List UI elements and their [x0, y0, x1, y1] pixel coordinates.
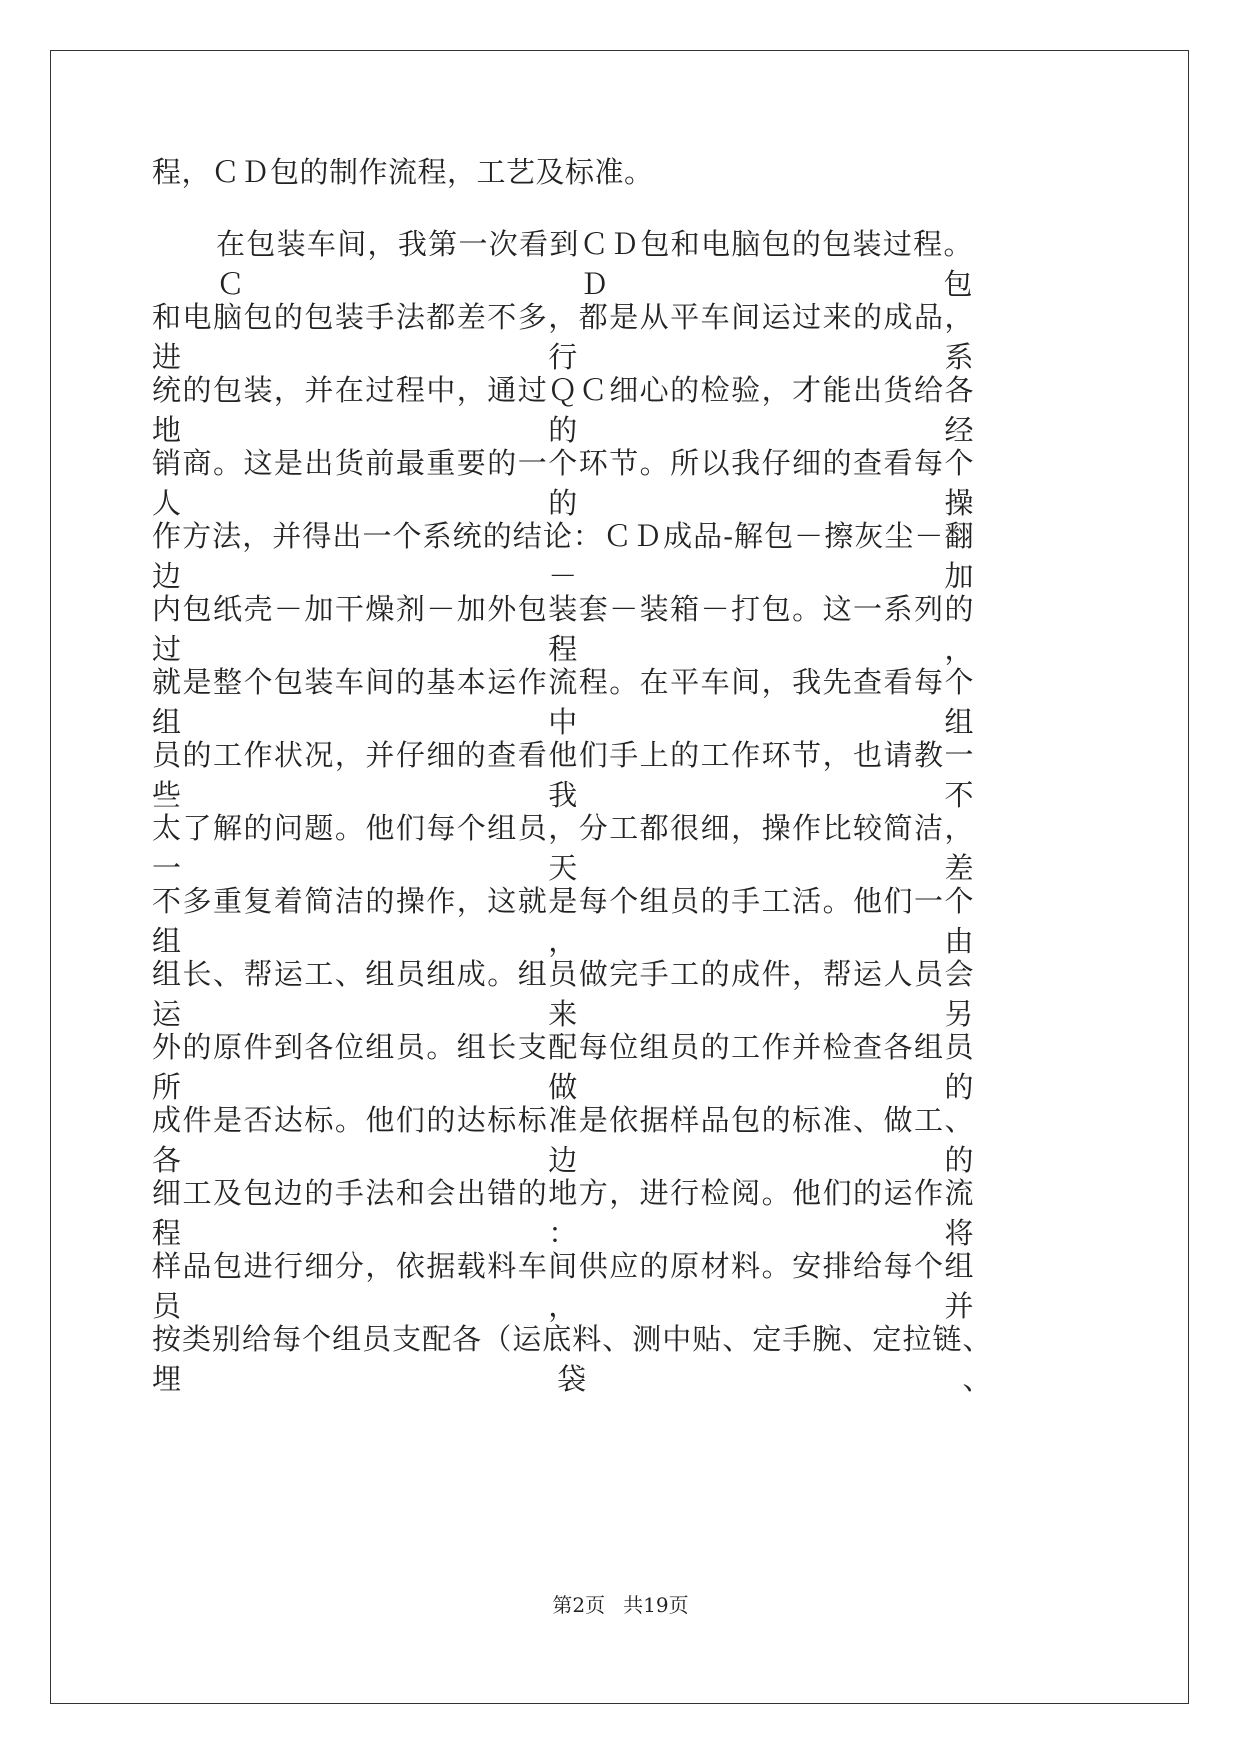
- text-line-16: 样品包进行细分，依据载料车间供应的原材料。安排给每个组员，并: [152, 1249, 974, 1323]
- text-line-9: 员的工作状况，并仔细的查看他们手上的工作环节，也请教一些我不: [152, 738, 974, 812]
- text-line-7: 内包纸壳－加干燥剂－加外包装套－装箱－打包。这一系列的过程，: [152, 592, 974, 666]
- page-footer: [0, 1592, 1241, 1618]
- text-line-14: 成件是否达标。他们的达标标准是依据样品包的标准、做工、各边的: [152, 1103, 974, 1177]
- text-line-8: 就是整个包装车间的基本运作流程。在平车间，我先查看每个组中组: [152, 665, 974, 739]
- text-line-10: 太了解的问题。他们每个组员，分工都很细，操作比较简洁，一天差: [152, 811, 974, 885]
- text-line-4: 统的包装，并在过程中，通过ＱＣ细心的检验，才能出货给各地的经: [152, 373, 974, 447]
- text-line-6: 作方法，并得出一个系统的结论：ＣＤ成品-解包－擦灰尘－翻边－加: [152, 519, 974, 593]
- text-line-5: 销商。这是出货前最重要的一个环节。所以我仔细的查看每个人的操: [152, 446, 974, 520]
- page-total: 共19页: [623, 1593, 689, 1617]
- text-line-17: 按类别给每个组员支配各（运底料、测中贴、定手腕、定拉链、埋袋、: [152, 1322, 992, 1396]
- text-line-12: 组长、帮运工、组员组成。组员做完手工的成件，帮运人员会运来另: [152, 957, 974, 1031]
- text-line-1: 程，ＣＤ包的制作流程，工艺及标准。: [152, 155, 654, 189]
- text-line-3: 和电脑包的包装手法都差不多，都是从平车间运过来的成品，进行系: [152, 300, 974, 374]
- text-line-13: 外的原件到各位组员。组长支配每位组员的工作并检查各组员所做的: [152, 1030, 974, 1104]
- text-line-11: 不多重复着简洁的操作，这就是每个组员的手工活。他们一个组，由: [152, 884, 974, 958]
- text-line-2: 在包装车间，我第一次看到ＣＤ包和电脑包的包装过程。ＣＤ包: [216, 227, 973, 301]
- page-number: 第2页: [552, 1593, 606, 1617]
- text-line-15: 细工及包边的手法和会出错的地方，进行检阅。他们的运作流程：将: [152, 1176, 974, 1250]
